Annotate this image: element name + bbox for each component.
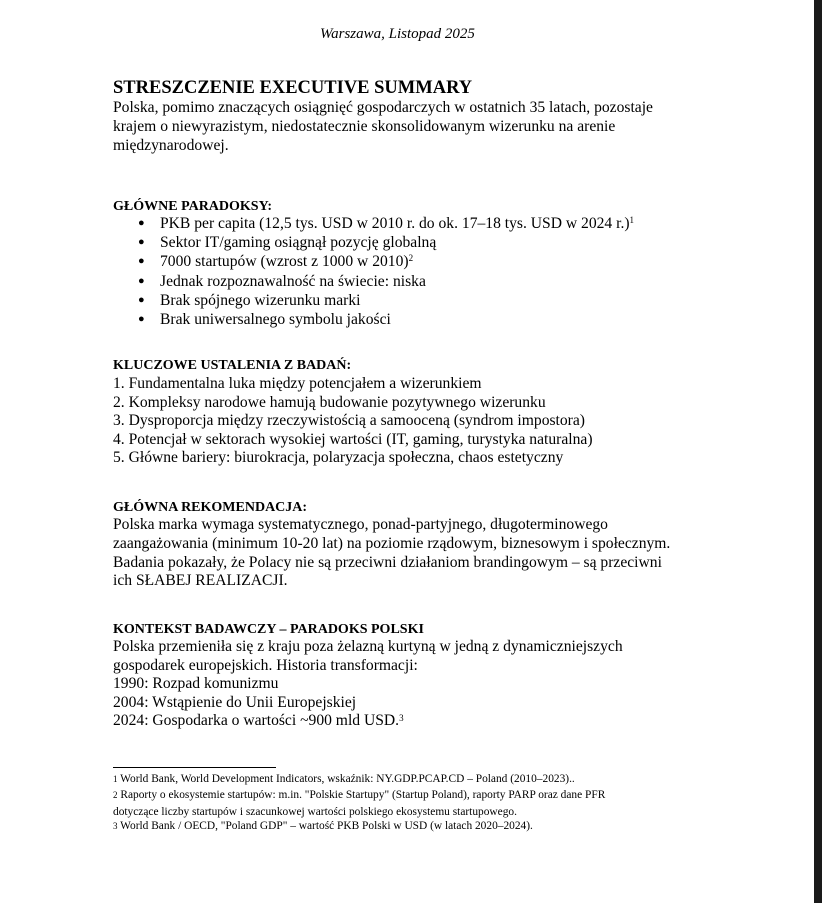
paradoxes-list bbox=[138, 214, 634, 329]
summary-line: międzynarodowej. bbox=[113, 137, 229, 154]
window-edge bbox=[814, 0, 822, 903]
summary-line: Polska, pomimo znaczących osiągnięć gospodarczych w ostatnich 35 latach, pozostaje bbox=[113, 99, 653, 116]
finding-item: 3. Dysproporcja między rzeczywistością a samooceną (syndrom impostora) bbox=[113, 412, 585, 429]
summary-title: STRESZCZENIE EXECUTIVE SUMMARY bbox=[113, 78, 473, 98]
context-line: 2024: Gospodarka o wartości ~900 mld USD.$^3$ bbox=[113, 712, 404, 729]
recommendation-line: zaangażowania (minimum 10-20 lat) na poziomie rządowym, biznesowym i społecznym. bbox=[113, 535, 671, 552]
context-heading: KONTEKST BADAWCZY – PARADOKS POLSKI bbox=[113, 622, 424, 637]
list-item: ● 7000 startupów (wzrost z 1000 w 2010)$^2$ bbox=[138, 252, 634, 271]
footnote: dotyczące liczby startupów i szacunkowej wartości polskiego ekosystemu startupowego. bbox=[113, 806, 517, 818]
recommendation-line: Polska marka wymaga systematycznego, ponad-partyjnego, długoterminowego bbox=[113, 516, 608, 533]
list-item: ● Brak uniwersalnego symbolu jakości bbox=[138, 310, 634, 329]
list-item: ● PKB per capita (12,5 tys. USD w 2010 r. do ok. 17–18 tys. USD w 2024 r.)$^1$ bbox=[138, 214, 634, 233]
context-line: Polska przemieniła się z kraju poza żelazną kurtyną w jedną z dynamiczniejszych bbox=[113, 638, 623, 655]
summary-line: krajem o niewyrazistym, niedostatecznie skonsolidowanym wizerunku na arenie bbox=[113, 118, 616, 135]
finding-item: 2. Kompleksy narodowe hamują budowanie pozytywnego wizerunku bbox=[113, 393, 546, 411]
finding-item: 4. Potencjał w sektorach wysokiej wartości (IT, gaming, turystyka naturalna) bbox=[113, 430, 593, 448]
findings-heading: KLUCZOWE USTALENIA Z BADAŃ: bbox=[113, 358, 352, 373]
recommendation-line: ich SŁABEJ REALIZACJI. bbox=[113, 572, 288, 589]
recommendation-heading: GŁÓWNA REKOMENDACJA: bbox=[113, 500, 308, 515]
footnote: $^2$ Raporty o ekosystemie startupów: m.in. "Polskie Startupy" (Startup Poland), raporty PARP oraz dane PFR bbox=[113, 789, 606, 801]
place-date-header: Warszawa, Listopad 2025 bbox=[320, 26, 475, 42]
list-item: ● Sektor IT/gaming osiągnął pozycję globalną bbox=[138, 233, 634, 252]
finding-item: 5. Główne bariery: biurokracja, polaryzacja społeczna, chaos estetyczny bbox=[113, 449, 564, 466]
paradoxes-heading: GŁÓWNE PARADOKSY: bbox=[113, 199, 273, 214]
context-line: 2004: Wstąpienie do Unii Europejskiej bbox=[113, 693, 357, 711]
footnote-separator bbox=[113, 767, 276, 768]
list-item: ● Jednak rozpoznawalność na świecie: niska bbox=[138, 272, 634, 291]
list-item: ● Brak spójnego wizerunku marki bbox=[138, 291, 634, 310]
footnote: $^3$ World Bank / OECD, "Poland GDP" – wartość PKB Polski w USD (w latach 2020–2024). bbox=[113, 820, 533, 832]
context-line: 1990: Rozpad komunizmu bbox=[113, 675, 279, 692]
footnote: $^1$ World Bank, World Development Indicators, wskaźnik: NY.GDP.PCAP.CD – Poland (2010–2023).. bbox=[113, 773, 575, 785]
recommendation-line: Badania pokazały, że Polacy nie są przeciwni działaniom brandingowym – są przeciwni bbox=[113, 554, 662, 571]
context-line: gospodarek europejskich. Historia transformacji: bbox=[113, 656, 418, 674]
finding-item: 1. Fundamentalna luka między potencjałem a wizerunkiem bbox=[113, 375, 482, 392]
